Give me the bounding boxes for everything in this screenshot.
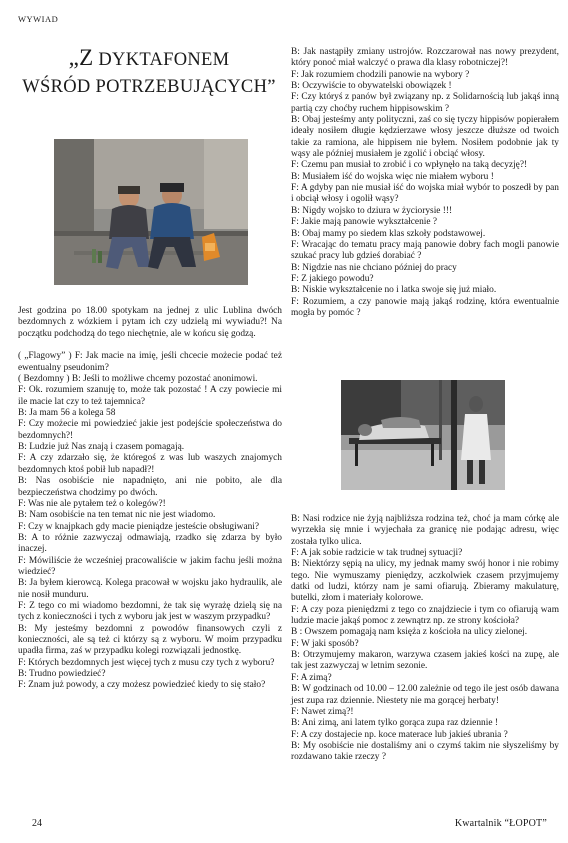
- qa-line: B: Jak nastąpiły zmiany ustrojów. Rozczarował nas nowy prezydent, który ponoć miał walczyć o prawa dla klasy robotniczej?!: [291, 47, 559, 69]
- qa-line: B : Owszem pomagają nam księża z kościoła na ulicy zielonej.: [291, 627, 528, 638]
- intro-paragraph: Jest godzina po 18.00 spotykam na jednej z ulic Lublina dwóch bezdomnych z wózkiem i pytam ich czy udzielą mi wywiadu?! Na początku podchodzą do tego niechętnie, ale w końcu się godzą.: [18, 306, 282, 339]
- qa-line: F: Nawet zimą?!: [291, 706, 354, 717]
- qa-line: B: Niektórzy sępią na ulicy, my jednak mamy swój honor i nie robimy tego. Nie wymuszamy pieniędzy, aczkolwiek czasem przyjmujemy datki od ludzi, którzy nam je sami ofiarują. Zbieramy makulaturę, butelki, złom i materiały kolorowe.: [291, 559, 559, 604]
- qa-line: F: Czy któryś z panów był związany np. z Solidarnością lub jakąś inną partią czy choćby ruchem hippisowskim ?: [291, 92, 559, 114]
- left-column: [18, 306, 282, 692]
- qa-line: B: Obaj jesteśmy anty polityczni, zaś co się tyczy hippisów popierałem ideały nosiłem długie kędzierzawe włosy jeszcze dłuższe od twoich takie za ramiona, ale hippisem nie byłem. Nosiłem podobnie jak ty wąsy ale później musiałem je zgolić i obciąć włosy.: [291, 115, 559, 160]
- qa-line: F: Czemu pan musiał to zrobić i co wpłynęło na taką decyzję?!: [291, 160, 528, 171]
- qa-line: F: Czy w knajpkach gdy macie pieniądze jesteście obsługiwani?: [18, 521, 260, 532]
- qa-line: B: My jesteśmy bezdomni z powodów finansowych czyli z konieczności, ale są też ci którzy są z wyboru. W moim przypadku upadła firma, zaś w przypadku kolegi rozwiązali jednostkę.: [18, 623, 282, 657]
- qa-line: F: Mówiliście że wcześniej pracowaliście w jakim fachu jeśli można wiedzieć?: [18, 555, 282, 577]
- article-title: [18, 44, 280, 101]
- qa-line: B: Oczywiście to obywatelski obowiązek !: [291, 81, 452, 92]
- qa-line: F: Jak rozumiem chodzili panowie na wybory ?: [291, 69, 470, 80]
- qa-line: B: My osobiście nie dostaliśmy ani o czymś takim nie słyszeliśmy by rozdawano takie rzeczy ?: [291, 740, 559, 763]
- qa-line: ( „Flagowy” ) F: Jak macie na imię, jeśli chcecie możecie podać też ewentualny pseudonim?: [18, 351, 282, 373]
- right-column-top: [291, 47, 559, 319]
- title-line-2: WŚRÓD POTRZEBUJĄCYCH”: [22, 77, 276, 97]
- qa-line: B: Ja byłem kierowcą. Kolega pracował w wojsku jako hydraulik, ale nie nosił munduru.: [18, 578, 282, 600]
- photo-two-men-sitting: [54, 139, 248, 285]
- qa-line: F: Czy możecie mi powiedzieć jakie jest podejście społeczeństwa do bezdomnych?!: [18, 419, 282, 441]
- qa-line: F: Ok. rozumiem szanuję to, może tak pozostać ! A czy powiecie mi ile macie lat czy to też tajemnica?: [18, 385, 282, 407]
- qa-line: B: Nigdy wojsko to dziura w życiorysie !!!: [291, 205, 453, 216]
- qa-line: F: Których bezdomnych jest więcej tych z musu czy tych z wyboru?: [18, 657, 275, 668]
- qa-line: F: Znam już powody, a czy możesz powiedzieć kiedy to się stało?: [18, 680, 266, 691]
- section-label: WYWIAD: [18, 14, 59, 24]
- qa-line: B: Otrzymujemy makaron, warzywa czasem jakieś kości na zupę, ale tak jest zazwyczaj w letnim sezonie.: [291, 650, 559, 672]
- qa-line: B: W godzinach od 10.00 – 12.00 zależnie od tego ile jest osób dawana jest zupa raz dziennie. Niestety nie ma gorącej herbaty!: [291, 684, 559, 706]
- qa-line: F: A gdyby pan nie musiał iść do wojska miał wybór to poszedł by pan i obciął włosy i ogolił wąsy?: [291, 183, 559, 205]
- qa-line: F: Z tego co mi wiadomo bezdomni, że tak się wyrażę dzielą się na tych z konieczności i tych z wyboru jak jest w waszym przypadku?: [18, 600, 282, 623]
- qa-line: F: A czy poza pieniędzmi z tego co znajdziecie i tym co ofiarują wam ludzie macie jakąś pomoc z zewnątrz np. ze strony kościoła?: [291, 604, 559, 627]
- qa-line: B: Ani zimą, ani latem tylko gorąca zupa raz dziennie !: [291, 718, 498, 729]
- qa-line: F: Rozumiem, a czy panowie mają jakąś rodzinę, która ewentualnie mogła by pomóc ?: [291, 296, 559, 318]
- qa-line: B: Trudno powiedzieć?: [18, 669, 106, 679]
- page-number: 24: [32, 818, 42, 829]
- qa-line: B: Nasi rodzice nie żyją najbliższa rodzina też, choć ja mam córkę ale wyrzekła się mnie i wyjechała za granicę nie podając adresu, więc została tylko ulica.: [291, 514, 559, 547]
- qa-line: F: A zimą?: [291, 672, 332, 683]
- qa-line: B: Ja mam 56 a kolega 58: [18, 408, 116, 419]
- qa-line: F: Wracając do tematu pracy mają panowie dobry fach mogli panowie szukać pracy lub gdzieś dorabiać ?: [291, 239, 559, 262]
- qa-line: B: Ludzie już Nas znają i czasem pomagają.: [18, 442, 185, 453]
- qa-line: F: W jaki sposób?: [291, 638, 359, 649]
- magazine-name: Kwartalnik “ŁOPOT”: [454, 818, 547, 829]
- qa-line: B: Nam osobiście na ten temat nic nie jest wiadomo.: [18, 510, 216, 521]
- qa-line: F: A czy dostajecie np. koce materace lub jakieś ubrania ?: [291, 729, 508, 740]
- right-column-bottom: [291, 514, 559, 764]
- qa-line: F: Was nie ale pytałem też o kolegów?!: [18, 498, 166, 509]
- qa-line: F: A czy zdarzało się, że któregoś z was lub waszych znajomych bezdomnych ktoś pobił lub napadł?!: [18, 453, 282, 475]
- photo-person-on-bench: [341, 380, 505, 490]
- qa-line: B: Obaj mamy po siedem klas szkoły podstawowej.: [291, 228, 486, 239]
- title-line-1: „Z DYKTAFONEM: [68, 45, 230, 70]
- qa-line: B: A to różnie zazwyczaj odmawiają, rzadko się zdarza by było inaczej.: [18, 532, 282, 555]
- qa-line: B: Niskie wykształcenie no i latka swoje się już miało.: [291, 285, 497, 296]
- qa-line: B: Musiałem iść do wojska więc nie miałem wyboru !: [291, 171, 494, 182]
- qa-line: F: A jak sobie radzicie w tak trudnej sytuacji?: [291, 548, 463, 559]
- qa-line: ( Bezdomny ) B: Jeśli to możliwe chcemy pozostać anonimowi.: [18, 374, 258, 385]
- qa-line: B: Nigdzie nas nie chciano później do pracy: [291, 262, 457, 273]
- qa-line: F: Jakie mają panowie wykształcenie ?: [291, 217, 438, 228]
- qa-line: F: Z jakiego powodu?: [291, 273, 374, 284]
- qa-line: B: Nas osobiście nie napadnięto, ani nie pobito, ale dla bezpieczeństwa chodzimy po dwóch.: [18, 476, 282, 498]
